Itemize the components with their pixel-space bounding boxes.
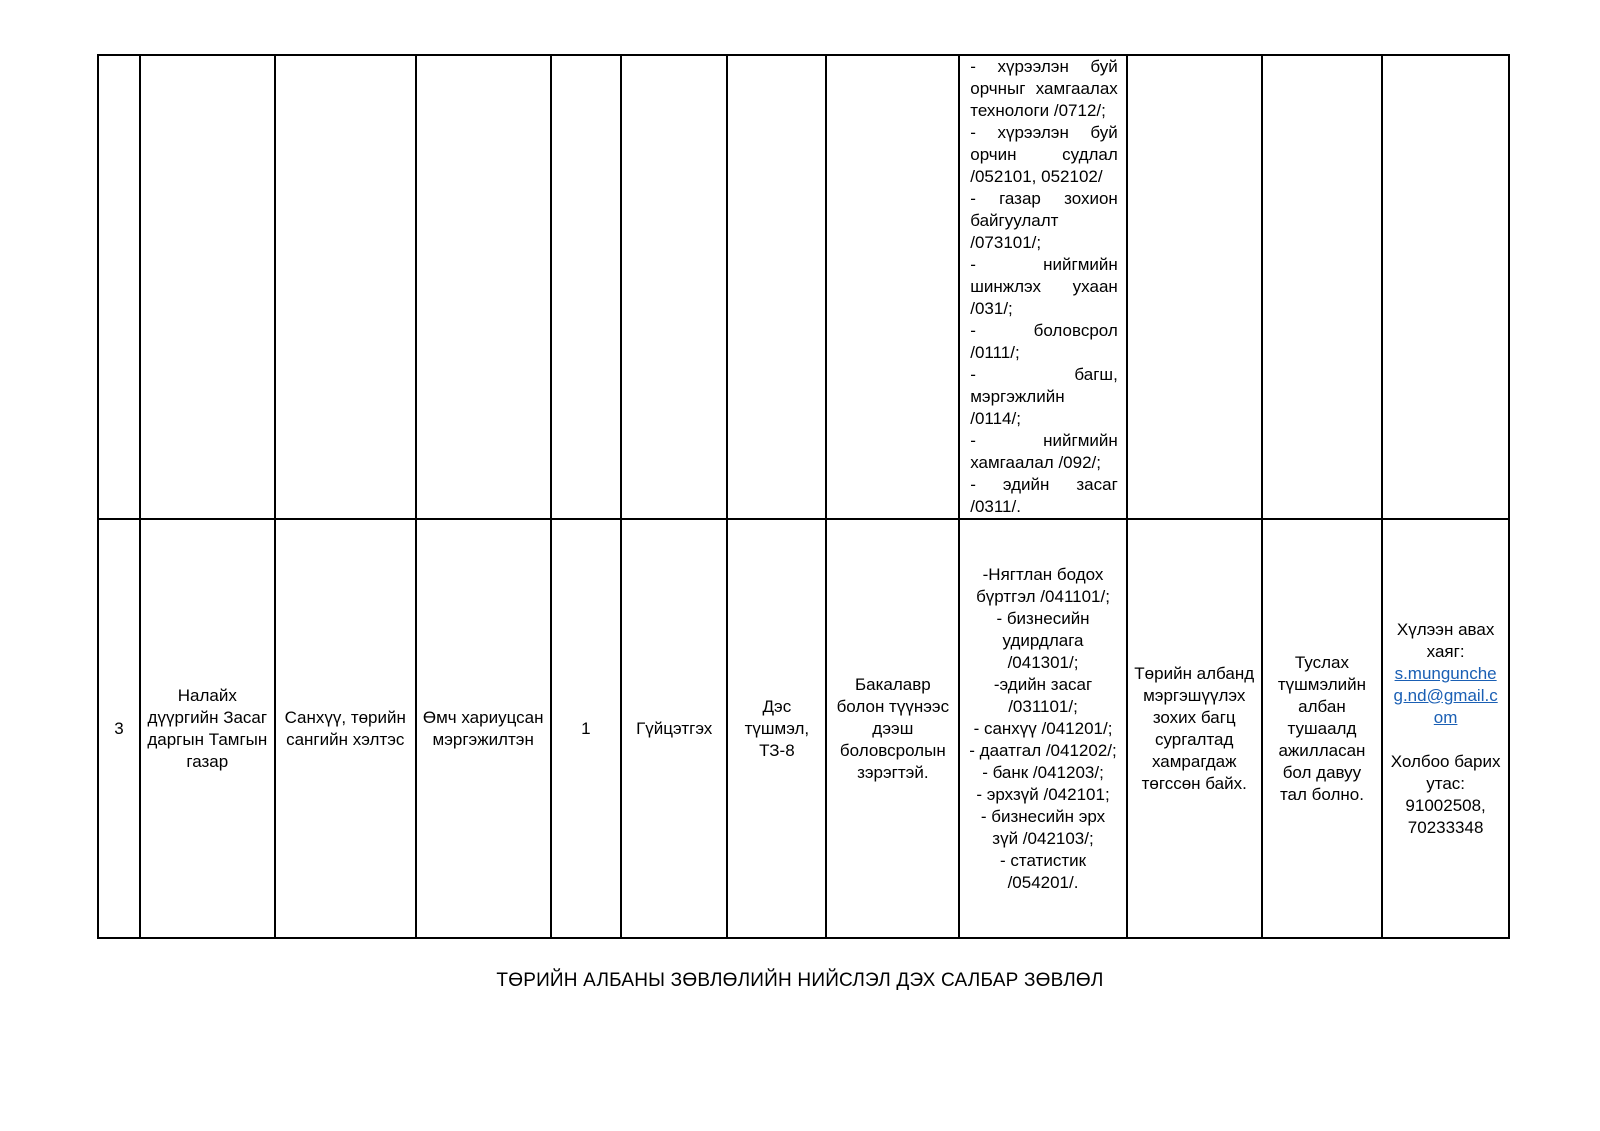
specialty-item: - банк /041203/; (982, 762, 1104, 782)
cell-count: 1 (551, 519, 621, 938)
cell-department (275, 55, 416, 519)
specialty-item: - статистик /054201/. (999, 850, 1087, 892)
cell-number (98, 55, 140, 519)
specialty-item: -Нягтлан бодох бүртгэл /041101/; (976, 564, 1110, 606)
specialty-item: -эдийн засаг /031101/; (993, 674, 1093, 716)
contact-label: Хүлээн авах хаяг: (1396, 619, 1495, 661)
cell-function (621, 55, 727, 519)
specialty-item: - бизнесийн эрх зүй /042103/; (980, 806, 1106, 848)
specialty-item: - бизнесийн удирдлага /041301/; (996, 608, 1090, 672)
cell-specialties (959, 55, 1127, 519)
specialty-item: - эрхзүй /042101; (976, 784, 1110, 804)
vacancy-table (97, 54, 1510, 939)
specialty-item: - даатгал /041202/; (969, 740, 1117, 760)
specialty-item: - нийгмийн хамгаалал /092/; (970, 431, 1118, 472)
cell-specialties (959, 519, 1127, 938)
specialty-item: - хүрээлэн буй орчныг хамгаалах технологи /0712/; (970, 57, 1118, 120)
specialty-item: - багш, мэргэжлийн /0114/; (970, 365, 1118, 428)
cell-contact (1382, 519, 1509, 938)
table-row (98, 519, 1509, 938)
cell-position: Өмч хариуцсан мэргэжилтэн (416, 519, 551, 938)
specialty-item: - санхүү /041201/; (973, 718, 1113, 738)
cell-count (551, 55, 621, 519)
phone-label: Холбоо барих утас: (1390, 751, 1501, 793)
specialty-item: - нийгмийн шинжлэх ухаан /031/; (970, 255, 1118, 318)
cell-education (826, 55, 959, 519)
cell-organization (140, 55, 275, 519)
specialty-item: - газар зохион байгуулалт /073101/; (970, 189, 1118, 252)
cell-position (416, 55, 551, 519)
footer-title: ТӨРИЙН АЛБАНЫ ЗӨВЛӨЛИЙН НИЙСЛЭЛ ДЭХ САЛБАР ЗӨВЛӨЛ (496, 970, 1104, 991)
cell-education: Бакалавр болон түүнээс дээш боловсролын зэрэгтэй. (826, 519, 959, 938)
cell-training: Төрийн албанд мэргэшүүлэх зохих багц сургалтад хамрагдаж төгссөн байх. (1127, 519, 1262, 938)
cell-contact (1382, 55, 1509, 519)
cell-rank: Дэс түшмэл, ТЗ-8 (727, 519, 826, 938)
email-link[interactable]: s.munguncheg.nd@gmail.com (1393, 663, 1498, 727)
specialty-item: - хүрээлэн буй орчин судлал /052101, 052102/ (970, 123, 1118, 186)
cell-department: Санхүү, төрийн сангийн хэлтэс (275, 519, 416, 938)
cell-function: Гүйцэтгэх (621, 519, 727, 938)
specialty-item: - боловсрол /0111/; (970, 321, 1118, 362)
table-row (98, 55, 1509, 519)
cell-training (1127, 55, 1262, 519)
specialty-item: - эдийн засаг /0311/. (970, 475, 1118, 516)
cell-organization: Налайх дүүргийн Засаг даргын Тамгын газар (140, 519, 275, 938)
cell-rank (727, 55, 826, 519)
phone-numbers: 91002508, 70233348 (1405, 795, 1486, 837)
cell-number: 3 (98, 519, 140, 938)
cell-experience (1262, 55, 1383, 519)
cell-experience: Туслах түшмэлийн албан тушаалд ажилласан бол давуу тал болно. (1262, 519, 1383, 938)
